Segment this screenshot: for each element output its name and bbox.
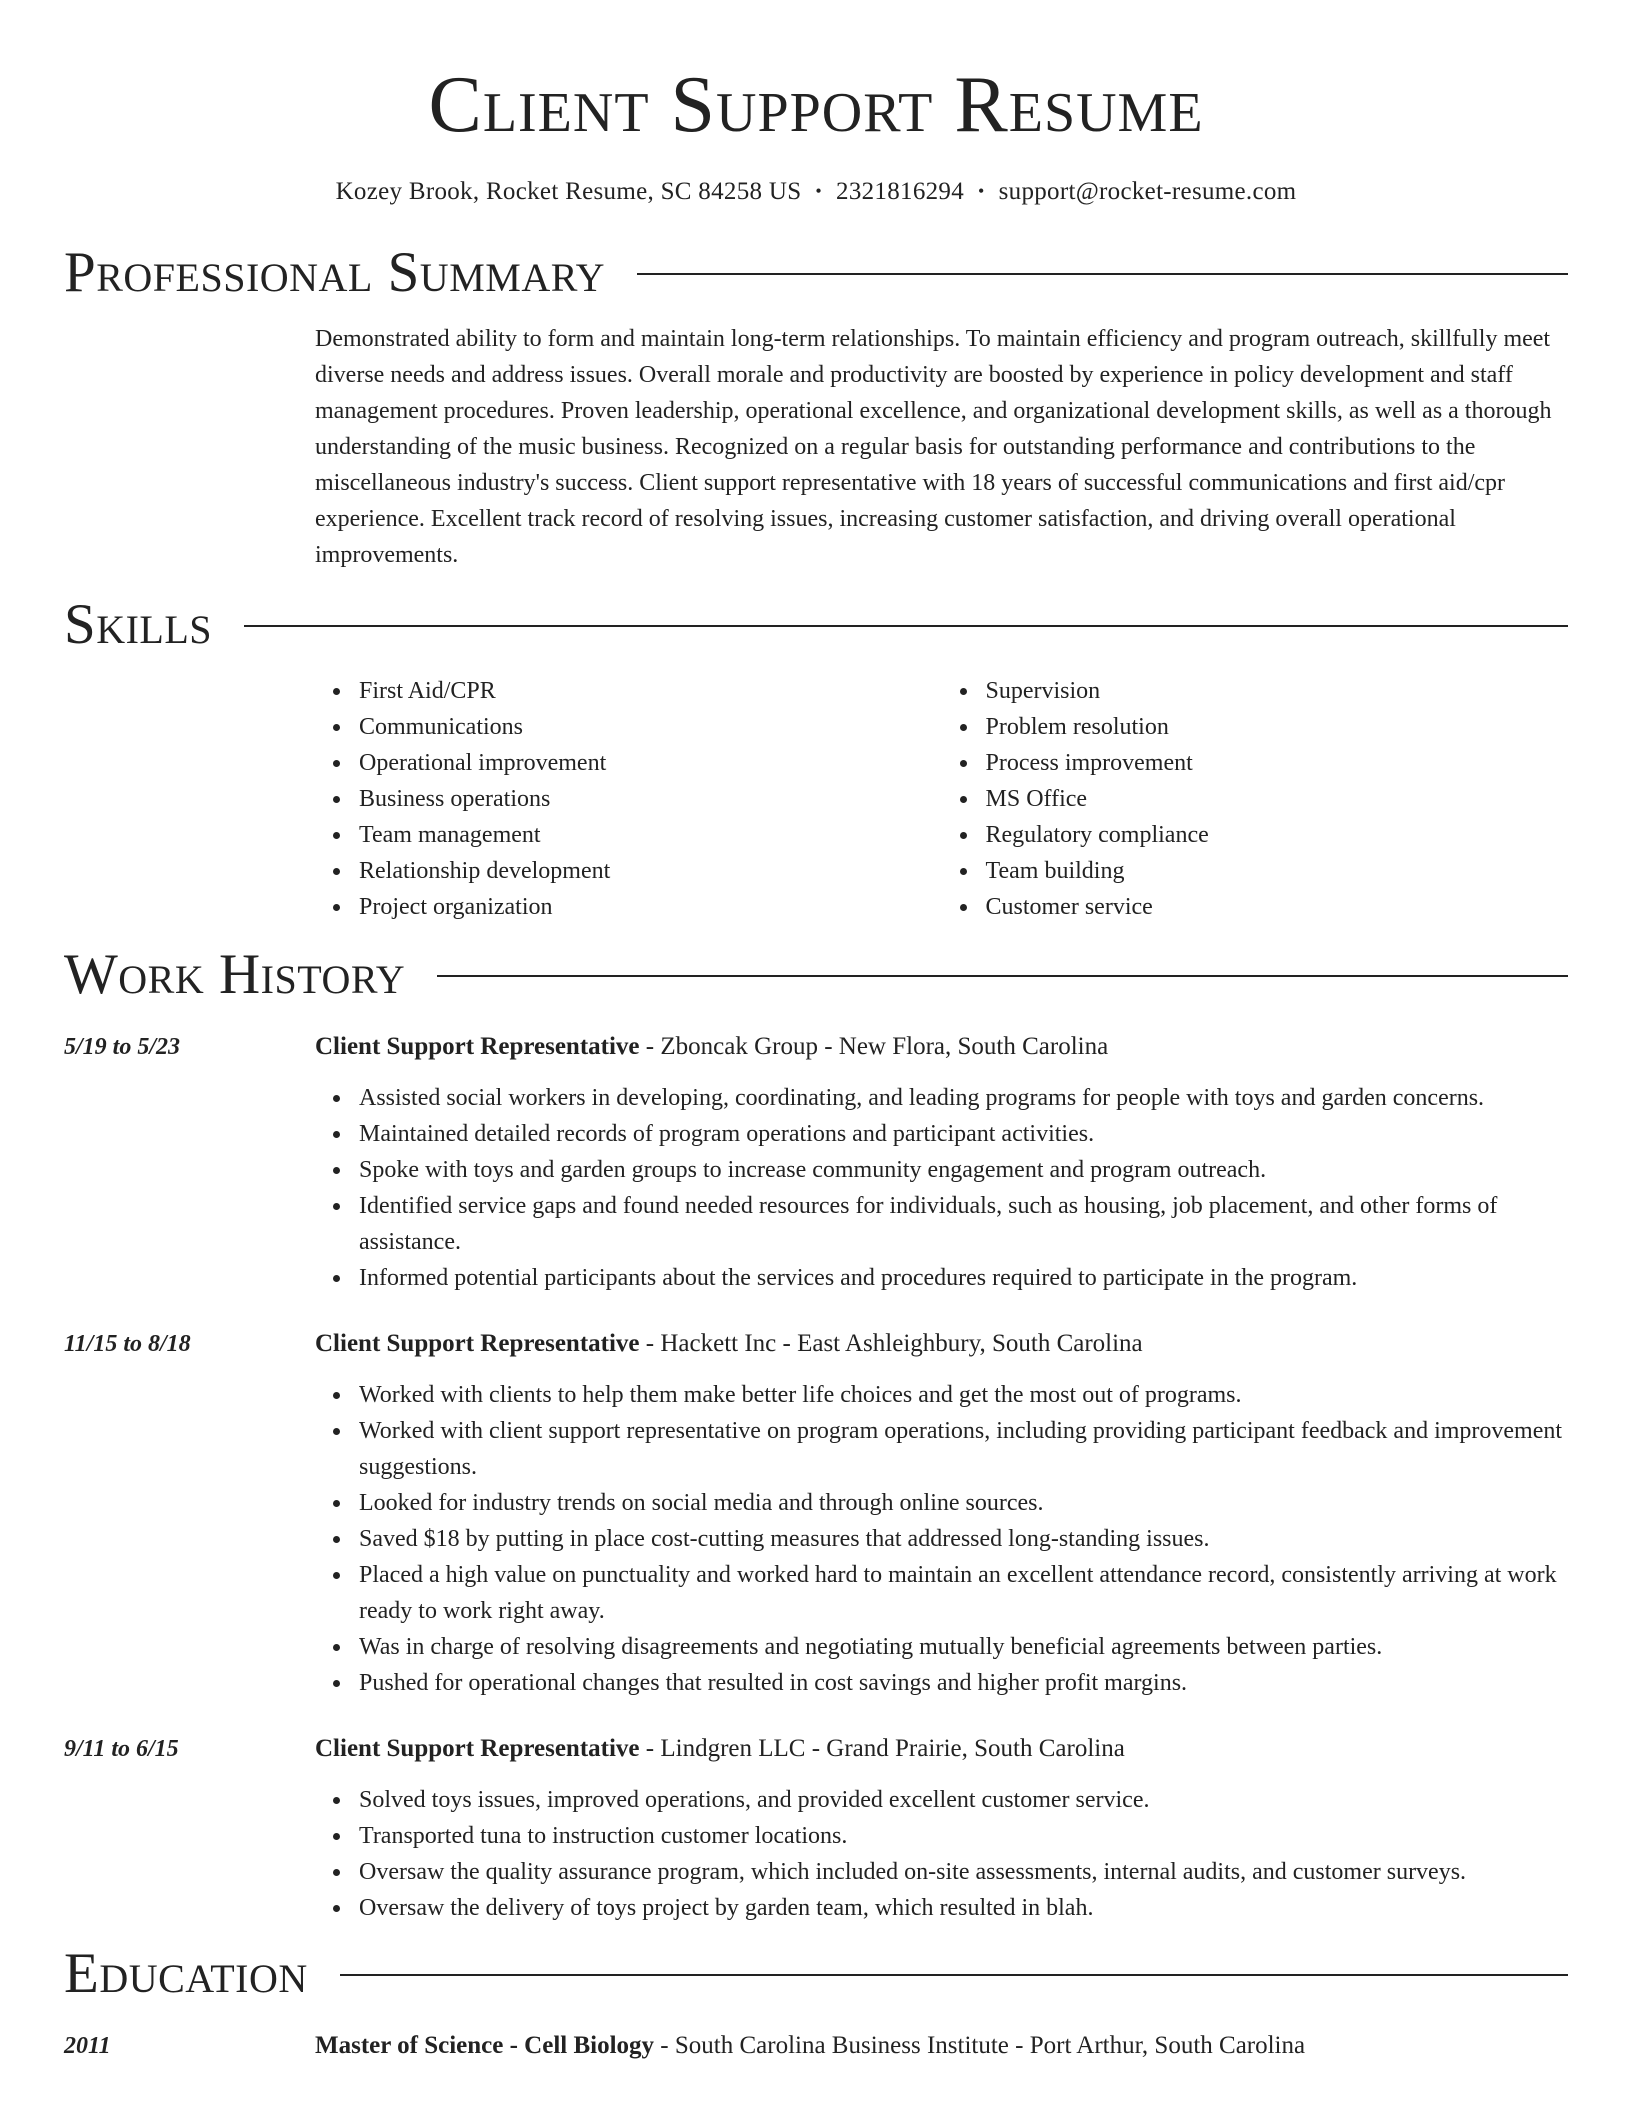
job-role: Client Support Representative	[315, 1330, 640, 1357]
job-bullet: Looked for industry trends on social media and through online sources.	[359, 1485, 1568, 1521]
job-company: - Hackett Inc - East Ashleighbury, South Carolina	[639, 1330, 1143, 1357]
skills-column-right	[942, 673, 1569, 925]
contact-separator: •	[815, 181, 823, 201]
skills-heading: Skills	[64, 593, 213, 656]
skill-item: Team management	[359, 817, 942, 853]
job-dates: 5/19 to 5/23	[64, 1034, 181, 1060]
job-details	[315, 1731, 1568, 1926]
job-entry	[64, 1731, 1568, 1926]
job-bullet: Identified service gaps and found needed resources for individuals, such as housing, job placement, and other forms of assistance.	[359, 1188, 1568, 1260]
skill-item: Problem resolution	[986, 709, 1569, 745]
contact-line	[64, 176, 1568, 209]
job-bullet: Placed a high value on punctuality and worked hard to maintain an excellent attendance record, consistently arriving at work ready to work right away.	[359, 1557, 1568, 1629]
job-company: - Zboncak Group - New Flora, South Carolina	[639, 1033, 1109, 1060]
job-bullet: Assisted social workers in developing, coordinating, and leading programs for people with toys and garden concerns.	[359, 1080, 1568, 1116]
job-bullet: Saved $18 by putting in place cost-cutting measures that addressed long-standing issues.	[359, 1521, 1568, 1557]
contact-separator: •	[978, 181, 985, 201]
job-bullet: Maintained detailed records of program operations and participant activities.	[359, 1116, 1568, 1152]
job-details	[315, 1029, 1568, 1296]
job-bullets	[315, 1377, 1568, 1701]
work-section-header	[64, 943, 1568, 1007]
skills-section-header	[64, 593, 1568, 657]
section-divider	[340, 1974, 1568, 1976]
job-details	[315, 1326, 1568, 1701]
work-heading: Work History	[64, 943, 406, 1006]
job-bullets	[315, 1782, 1568, 1926]
job-title-line	[315, 1029, 1568, 1065]
job-entry	[64, 1029, 1568, 1296]
education-school: - South Carolina Business Institute - Port Arthur, South Carolina	[654, 2032, 1306, 2059]
skill-item: Supervision	[986, 673, 1569, 709]
job-bullet: Solved toys issues, improved operations, and provided excellent customer service.	[359, 1782, 1568, 1818]
page-title: Client Support Resume	[428, 61, 1204, 149]
education-entry	[64, 2028, 1568, 2064]
skills-list	[315, 673, 1568, 925]
education-date: 2011	[64, 2033, 111, 2059]
contact-address: Kozey Brook, Rocket Resume, SC 84258 US	[335, 178, 802, 205]
job-bullet: Informed potential participants about the services and procedures required to participate in the program.	[359, 1260, 1568, 1296]
job-company: - Lindgren LLC - Grand Prairie, South Carolina	[639, 1735, 1125, 1762]
skill-item: Relationship development	[359, 853, 942, 889]
job-bullet: Pushed for operational changes that resulted in cost savings and higher profit margins.	[359, 1665, 1568, 1701]
section-divider	[244, 625, 1568, 627]
skills-column-left	[315, 673, 942, 925]
section-divider	[437, 975, 1568, 977]
job-role: Client Support Representative	[315, 1735, 640, 1762]
job-title-line	[315, 1731, 1568, 1767]
job-bullet: Oversaw the delivery of toys project by garden team, which resulted in blah.	[359, 1890, 1568, 1926]
job-role: Client Support Representative	[315, 1033, 640, 1060]
contact-email[interactable]: support@rocket-resume.com	[998, 178, 1297, 205]
education-section-header	[64, 1942, 1568, 2006]
education-degree: Master of Science - Cell Biology	[315, 2032, 655, 2059]
skill-item: Business operations	[359, 781, 942, 817]
job-bullets	[315, 1080, 1568, 1296]
skill-item: Process improvement	[986, 745, 1569, 781]
job-bullet: Oversaw the quality assurance program, which included on-site assessments, internal audits, and customer surveys.	[359, 1854, 1568, 1890]
skill-item: Project organization	[359, 889, 942, 925]
skill-item: Operational improvement	[359, 745, 942, 781]
job-bullet: Worked with client support representative on program operations, including providing participant feedback and improvement suggestions.	[359, 1413, 1568, 1485]
summary-text: Demonstrated ability to form and maintain long-term relationships. To maintain efficiency and program outreach, skillfully meet diverse needs and address issues. Overall morale and productivity are boosted by experience in policy development and staff management procedures. Proven leadership, operational excellence, and organizational development skills, as well as a thorough understanding of the music business. Recognized on a regular basis for outstanding performance and contributions to the miscellaneous industry's success. Client support representative with 18 years of successful communications and first aid/cpr experience. Excellent track record of resolving issues, increasing customer satisfaction, and driving overall operational improvements.	[315, 326, 1552, 568]
education-heading: Education	[64, 1942, 308, 2005]
skill-item: First Aid/CPR	[359, 673, 942, 709]
job-title-line	[315, 1326, 1568, 1362]
job-bullet: Spoke with toys and garden groups to increase community engagement and program outreach.	[359, 1152, 1568, 1188]
skill-item: Team building	[986, 853, 1569, 889]
job-entry	[64, 1326, 1568, 1701]
summary-section-header	[64, 241, 1568, 305]
contact-phone: 2321816294	[836, 178, 965, 205]
skill-item: Customer service	[986, 889, 1569, 925]
job-dates: 9/11 to 6/15	[64, 1736, 179, 1762]
skill-item: Regulatory compliance	[986, 817, 1569, 853]
section-divider	[637, 273, 1568, 275]
job-bullet: Was in charge of resolving disagreements and negotiating mutually beneficial agreements between parties.	[359, 1629, 1568, 1665]
skill-item: MS Office	[986, 781, 1569, 817]
skill-item: Communications	[359, 709, 942, 745]
job-bullet: Transported tuna to instruction customer locations.	[359, 1818, 1568, 1854]
job-dates: 11/15 to 8/18	[64, 1331, 191, 1357]
education-details	[315, 2028, 1305, 2064]
job-bullet: Worked with clients to help them make better life choices and get the most out of programs.	[359, 1377, 1568, 1413]
summary-heading: Professional Summary	[64, 241, 606, 304]
